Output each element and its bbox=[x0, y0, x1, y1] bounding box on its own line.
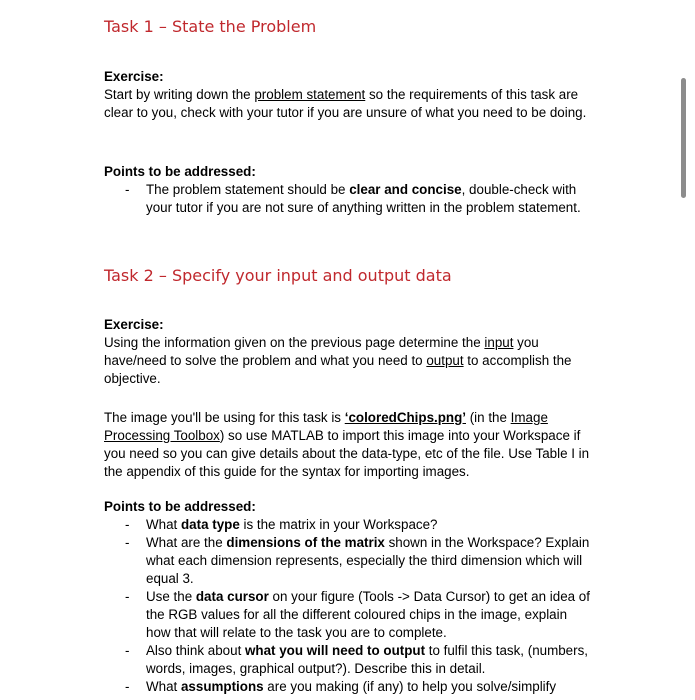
task2-exercise-text bbox=[104, 334, 594, 388]
text-run: Also think about bbox=[146, 643, 246, 658]
task1-exercise bbox=[104, 68, 594, 122]
problem-statement-link[interactable]: problem statement bbox=[254, 87, 366, 102]
text-run: is the matrix in your Workspace? bbox=[239, 517, 438, 532]
text-run: so the requirements of this task are clear to you, check with your tutor if you are unsure of what you need to be doing. bbox=[104, 87, 587, 120]
task2-points-label: Points to be addressed: bbox=[104, 499, 256, 514]
text-run: assumptions bbox=[180, 679, 264, 694]
text-run: data cursor bbox=[195, 589, 269, 604]
task2-image-text bbox=[104, 409, 594, 481]
text-run: output bbox=[426, 353, 464, 368]
image-processing-toolbox-link[interactable]: Image Processing Toolbox bbox=[104, 410, 548, 443]
text-run: Use the bbox=[146, 589, 196, 604]
task1-points bbox=[104, 163, 594, 217]
task2-exercise-label: Exercise: bbox=[104, 317, 164, 332]
text-run: What are the bbox=[146, 535, 227, 550]
task2-points bbox=[104, 498, 594, 696]
text-run: you have/need to solve the problem and what you need to bbox=[104, 335, 539, 368]
vertical-scrollbar[interactable] bbox=[681, 78, 686, 198]
task1-bullet-list bbox=[104, 181, 594, 217]
text-run: The image you'll be using for this task is bbox=[104, 410, 345, 425]
text-run: (in the bbox=[466, 410, 511, 425]
text-run: Using the information given on the previous page determine the bbox=[104, 335, 485, 350]
list-item: - Also think about what you will need to output to fulfil this task, (numbers, words, images, graphical output?). Describe this in detail. bbox=[125, 643, 589, 676]
list-item: - What are the dimensions of the matrix shown in the Workspace? Explain what each dimension represents, especially the third dimension which will equal 3. bbox=[125, 535, 590, 586]
task1-title: Task 1 – State the Problem bbox=[104, 17, 317, 36]
text-run: The problem statement should be bbox=[146, 182, 350, 197]
text-run: shown in the Workspace? Explain what each dimension represents, especially the third dimension which will equal 3. bbox=[146, 535, 590, 586]
list-item: - The problem statement should be clear and concise, double-check with your tutor if you are not sure of anything written in the problem statement. bbox=[125, 182, 581, 215]
text-run: What bbox=[146, 679, 181, 694]
text-run: , double-check with your tutor if you are not sure of anything written in the problem statement. bbox=[146, 182, 581, 215]
text-run: ) so use MATLAB to import this image into your Workspace if you need so you can give details about the data-type, etc of the file. Use Table I in the appendix of this guide for the syntax for importing images. bbox=[104, 428, 590, 479]
text-run: clear and concise bbox=[349, 182, 462, 197]
text-run: what you will need to output bbox=[245, 643, 426, 658]
task1-exercise-text bbox=[104, 86, 594, 122]
colored-chips-file-link[interactable]: ‘coloredChips.png’ bbox=[344, 410, 466, 425]
text-run: data type bbox=[180, 517, 240, 532]
text-run: on your figure (Tools -> Data Cursor) to get an idea of the RGB values for all the different coloured chips in the image, explain how that will relate to the task you are to complete. bbox=[146, 589, 590, 640]
task1-points-label: Points to be addressed: bbox=[104, 164, 256, 179]
task2-title: Task 2 – Specify your input and output data bbox=[104, 266, 452, 285]
text-run: Start by writing down the bbox=[104, 87, 255, 102]
task2-exercise bbox=[104, 316, 594, 388]
list-item: - Use the data cursor on your figure (Tools -> Data Cursor) to get an idea of the RGB values for all the different coloured chips in the image, explain how that will relate to the task you are to complete. bbox=[125, 589, 590, 640]
task2-image-paragraph bbox=[104, 409, 594, 481]
list-item: - What data type is the matrix in your Workspace? bbox=[125, 517, 438, 532]
text-run: to accomplish the objective. bbox=[104, 353, 572, 386]
task1-exercise-label: Exercise: bbox=[104, 69, 164, 84]
text-run: What bbox=[146, 517, 181, 532]
text-run: dimensions of the matrix bbox=[226, 535, 385, 550]
text-run: are you making (if any) to help you solve/simplify bbox=[263, 679, 557, 694]
task2-bullet-list bbox=[104, 516, 594, 696]
list-item: - What assumptions are you making (if any) to help you solve/simplify bbox=[125, 679, 557, 694]
text-run: input bbox=[484, 335, 514, 350]
text-run: to fulfil this task, (numbers, words, images, graphical output?). Describe this in detail. bbox=[146, 643, 589, 676]
